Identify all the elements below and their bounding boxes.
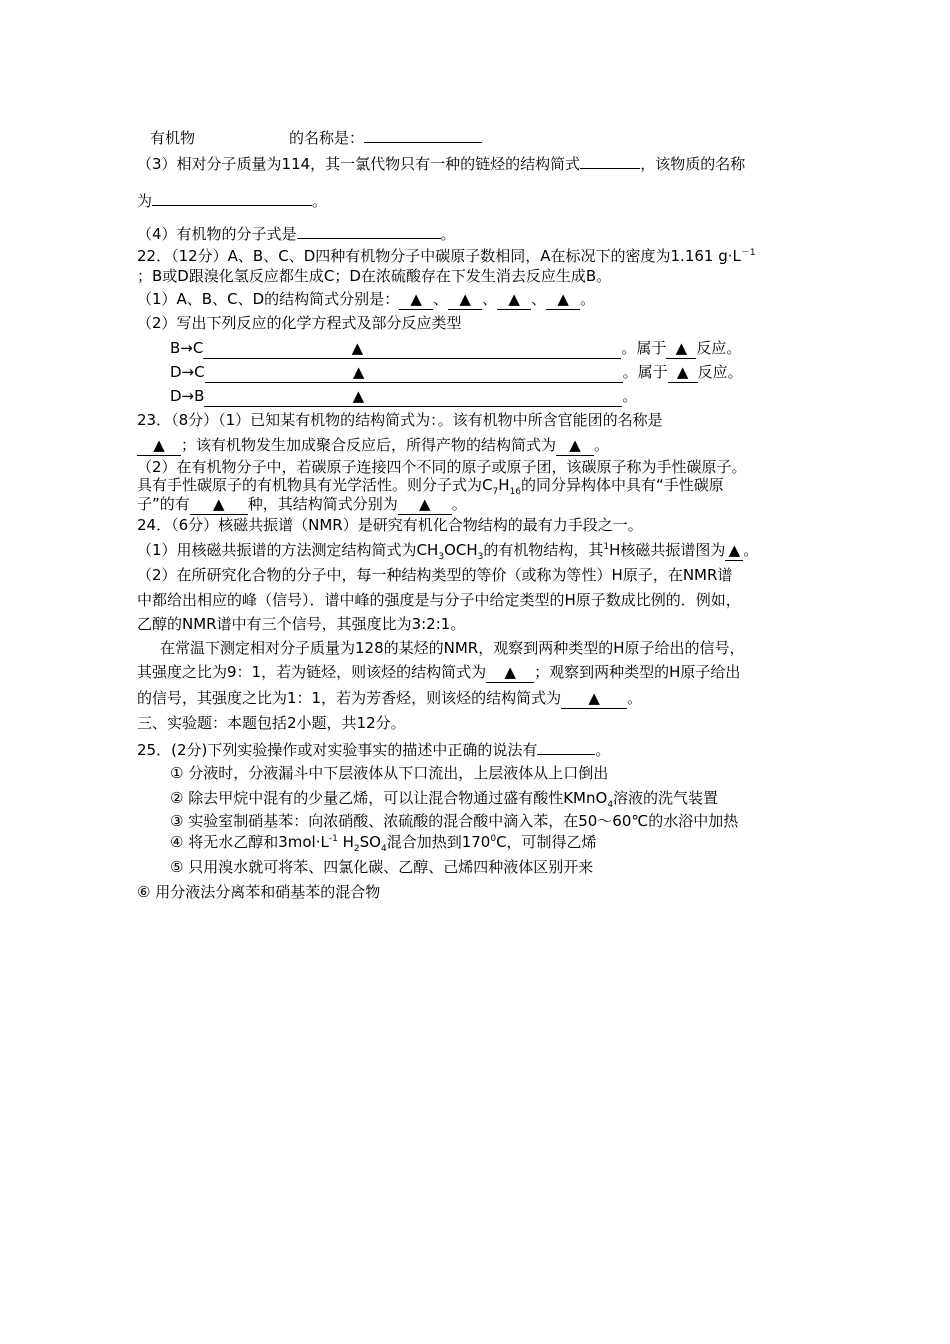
q23-part2-b	[137, 475, 724, 495]
answer-placeholder[interactable]	[203, 338, 621, 359]
subscript: 2	[353, 844, 360, 854]
text: 。属于	[622, 363, 668, 381]
answer-placeholder[interactable]	[205, 362, 623, 383]
q22-stem-2	[137, 266, 611, 286]
q24-part2-b	[137, 590, 741, 610]
section-3-heading	[137, 713, 406, 733]
text: B→C	[170, 339, 204, 357]
text: 的同分异构体中具有“手性碳原	[520, 476, 724, 494]
text: 。	[595, 741, 611, 759]
text: H	[498, 476, 510, 494]
text: 反应。	[696, 339, 742, 357]
answer-placeholder[interactable]: ▲	[137, 435, 181, 456]
answer-placeholder[interactable]: ▲	[668, 362, 698, 383]
subscript: 4	[607, 800, 614, 810]
line-organic-name	[150, 126, 482, 148]
q23-part2-c	[137, 494, 467, 515]
text: 的名称是：	[289, 129, 365, 147]
line-q4	[137, 222, 456, 244]
text: H核磁共振谱图为	[609, 541, 726, 559]
option-1	[170, 763, 608, 783]
text: OCH	[444, 541, 478, 559]
text: 22．（12分）A、B、C、D四种有机物分子中碳原子数相同，A在标况下的密度为1.161 g·L	[137, 247, 741, 265]
text: 的信号，其强度之比为1：1，若为芳香烃，则该烃的结构简式为	[137, 689, 562, 707]
text: 。属于	[621, 339, 667, 357]
q23-stem	[137, 410, 663, 430]
text: ⑤ 只用溴水就可将苯、四氯化碳、乙醇、己烯四种液体区别开来	[170, 858, 594, 876]
text: ① 分液时，分液漏斗中下层液体从下口流出，上层液体从上口倒出	[170, 764, 609, 782]
option-2	[170, 788, 718, 808]
superscript: 0	[490, 834, 497, 844]
answer-placeholder[interactable]: ▲	[486, 662, 534, 683]
text: 。	[622, 387, 638, 405]
option-6	[137, 882, 380, 902]
reaction-b-c	[170, 338, 741, 359]
subscript: 7	[492, 487, 499, 497]
answer-placeholder[interactable]	[204, 386, 622, 407]
q22-part2	[137, 313, 462, 333]
answer-blank[interactable]	[580, 152, 640, 169]
superscript: 1	[603, 542, 610, 552]
q25-stem	[137, 738, 610, 760]
answer-placeholder[interactable]: ▲	[448, 289, 482, 310]
text: 。	[312, 192, 328, 210]
text: 、	[433, 290, 449, 308]
text: （1）A、B、C、D的结构简式分别是：	[137, 290, 400, 308]
answer-placeholder[interactable]: ▲	[398, 494, 452, 515]
q22-part1	[137, 289, 595, 310]
text: ；观察到两种类型的H原子给出	[534, 663, 741, 681]
q24-part2-a	[137, 565, 732, 585]
superscript: -1	[328, 834, 338, 844]
answer-placeholder[interactable]: ▲	[399, 289, 433, 310]
option-4	[170, 832, 597, 852]
text: （3）相对分子质量为114，其一氯代物只有一种的链烃的结构简式	[137, 155, 581, 173]
text: ② 除去甲烷中混有的少量乙烯，可以让混合物通过盛有酸性KMnO	[170, 789, 608, 807]
q24-part2-e	[137, 662, 740, 683]
text: （1）用核磁共振谱的方法测定结构简式为CH	[137, 541, 439, 559]
subscript: 3	[477, 552, 484, 562]
text: （2）写出下列反应的化学方程式及部分反应类型	[137, 314, 462, 332]
triangle-mark: ▲	[352, 387, 365, 405]
text: 乙醇的NMR谱中有三个信号，其强度比为3:2:1。	[137, 615, 466, 633]
subscript: 3	[438, 552, 445, 562]
text: 为	[137, 192, 153, 210]
text: 。	[440, 225, 456, 243]
answer-placeholder[interactable]: ▲	[561, 688, 627, 709]
text: 。	[451, 495, 467, 513]
line-q3-name	[137, 189, 327, 211]
text: 的有机物结构，其	[483, 541, 604, 559]
text: 。	[627, 689, 643, 707]
option-5	[170, 857, 593, 877]
text: 。	[594, 436, 610, 454]
text: 24．（6分）核磁共振谱（NMR）是研究有机化合物结构的最有力手段之一。	[137, 516, 643, 534]
text: （2）在所研究化合物的分子中，每一种结构类型的等价（或称为等性）H原子，在NMR谱	[137, 566, 733, 584]
text: 在常温下测定相对分子质量为128的某烃的NMR，观察到两种类型的H原子给出的信号，	[160, 639, 745, 657]
q24-part1	[137, 540, 758, 561]
text: ；该有机物发生加成聚合反应后，所得产物的结构简式为	[181, 436, 557, 454]
text: D→C	[170, 363, 205, 381]
text: D→B	[170, 387, 205, 405]
text: （2）在有机物分子中，若碳原子连接四个不同的原子或原子团，该碳原子称为手性碳原子。	[137, 458, 747, 476]
text: 中都给出相应的峰（信号）．谱中峰的强度是与分子中给定类型的H原子数成比例的．例如，	[137, 591, 741, 609]
answer-placeholder[interactable]: ▲	[725, 540, 743, 561]
text: 、	[482, 290, 498, 308]
text: 三、实验题：本题包括2小题，共12分。	[137, 714, 406, 732]
text: ③ 实验室制硝基苯：向浓硝酸、浓硫酸的混合酸中滴入苯，在50～60℃的水浴中加热	[170, 812, 739, 830]
answer-placeholder[interactable]: ▲	[556, 435, 594, 456]
answer-placeholder[interactable]: ▲	[497, 289, 531, 310]
text: H	[337, 833, 354, 851]
text: 其强度之比为9：1，若为链烃，则该烃的结构简式为	[137, 663, 487, 681]
superscript: －1	[740, 248, 756, 258]
reaction-d-b	[170, 386, 637, 407]
text: 种，其结构简式分别为	[247, 495, 398, 513]
text: SO	[359, 833, 381, 851]
text: 。	[743, 541, 759, 559]
answer-placeholder[interactable]: ▲	[666, 338, 696, 359]
subscript: 16	[509, 487, 521, 497]
q24-part2-d	[160, 638, 745, 658]
q23-part2	[137, 457, 747, 477]
text: （4）有机物的分子式是	[137, 225, 297, 243]
text: 具有手性碳原子的有机物具有光学活性。则分子式为C	[137, 476, 493, 494]
text: 23．（8分）（1）已知某有机物的结构简式为：。该有机物中所含官能团的名称是	[137, 411, 663, 429]
option-3	[170, 811, 738, 831]
text: 有机物	[150, 129, 196, 147]
text: ④ 将无水乙醇和3mol·L	[170, 833, 329, 851]
line-q3	[137, 152, 745, 174]
text: 溶液的洗气装置	[613, 789, 719, 807]
answer-blank[interactable]	[297, 222, 441, 239]
subscript: 4	[380, 844, 387, 854]
text: 。	[580, 290, 596, 308]
q23-stem-2	[137, 435, 609, 456]
text: 、	[531, 290, 547, 308]
text: 子”的有	[137, 495, 190, 513]
answer-blank[interactable]	[537, 738, 595, 755]
text: 混合加热到170	[386, 833, 491, 851]
triangle-mark: ▲	[352, 363, 365, 381]
text: ，该物质的名称	[640, 155, 746, 173]
text: C，可制得乙烯	[496, 833, 597, 851]
answer-blank[interactable]	[364, 126, 482, 143]
q24-stem	[137, 515, 643, 535]
triangle-mark: ▲	[351, 339, 364, 357]
text: 25．(2分)下列实验操作或对实验事实的描述中正确的说法有	[137, 741, 538, 759]
q22-stem	[137, 246, 756, 266]
text: 反应。	[697, 363, 743, 381]
reaction-d-c	[170, 362, 743, 383]
q24-part2-c	[137, 614, 465, 634]
answer-placeholder[interactable]: ▲	[190, 494, 248, 515]
text: ；B或D跟溴化氢反应都生成C；D在浓硫酸存在下发生消去反应生成B。	[137, 267, 612, 285]
q24-part2-f	[137, 688, 642, 709]
answer-placeholder[interactable]: ▲	[546, 289, 580, 310]
text: ⑥ 用分液法分离苯和硝基苯的混合物	[137, 883, 381, 901]
answer-blank[interactable]	[152, 189, 312, 206]
